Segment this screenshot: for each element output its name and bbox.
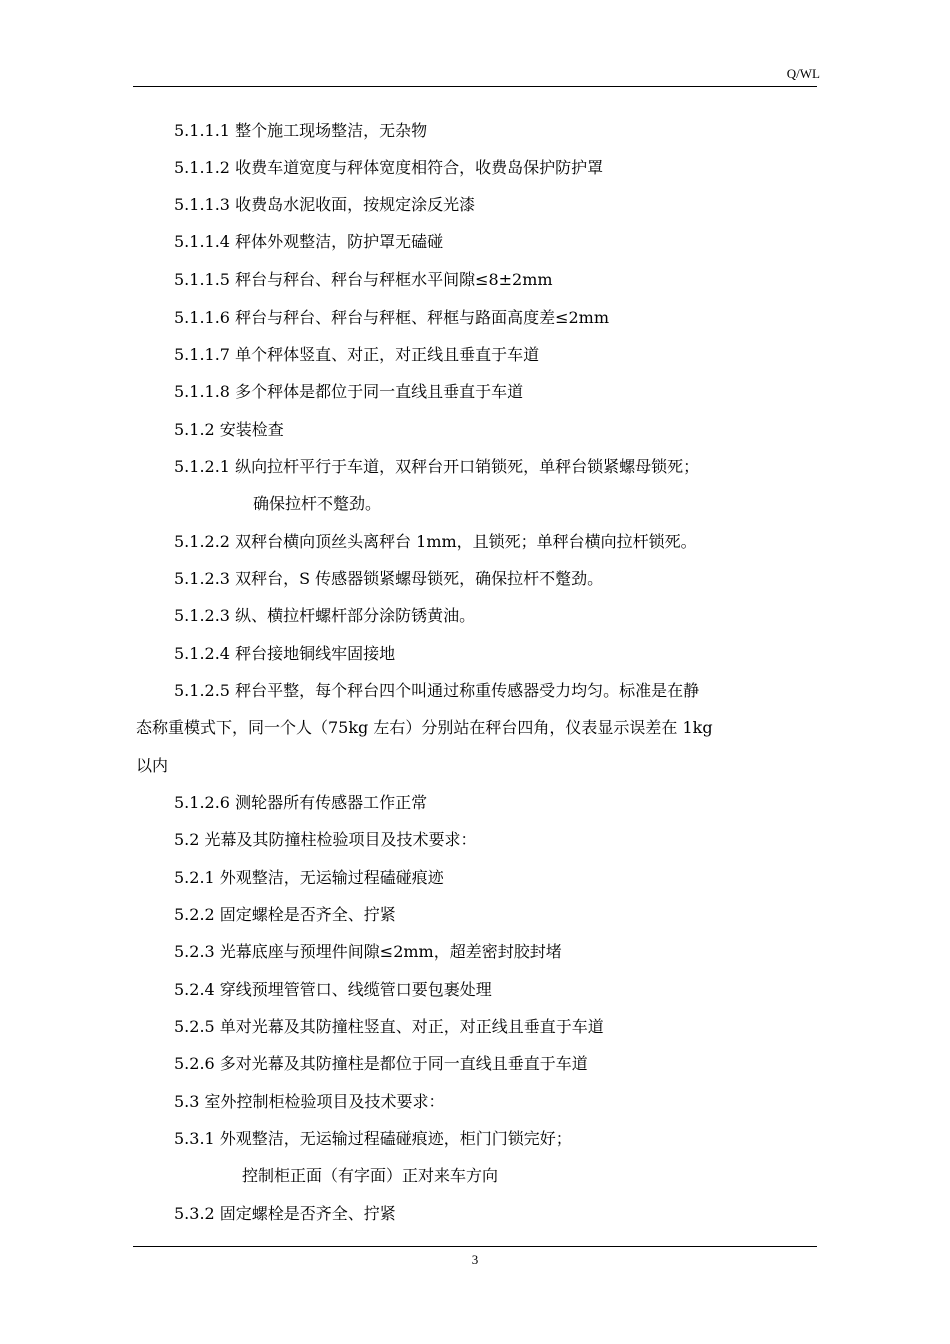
text-line: 5.2.3 光幕底座与预埋件间隙≤2mm，超差密封胶封堵 [174, 942, 562, 961]
section-heading: 5.1.2 安装检查 [174, 420, 284, 439]
text-line: 5.1.2.1 纵向拉杆平行于车道，双秤台开口销锁死，单秤台锁紧螺母锁死； [174, 457, 700, 476]
text-line: 5.2.6 多对光幕及其防撞柱是都位于同一直线且垂直于车道 [174, 1054, 588, 1073]
text-line: 5.2.1 外观整洁，无运输过程磕碰痕迹 [174, 868, 444, 887]
text-line: 5.1.2.5 秤台平整，每个秤台四个叫通过称重传感器受力均匀。标准是在静 [174, 681, 700, 700]
text-line: 5.1.1.5 秤台与秤台、秤台与秤框水平间隙≤8±2mm [174, 270, 553, 289]
text-line: 5.1.2.2 双秤台横向顶丝头离秤台 1mm，且锁死；单秤台横向拉杆锁死。 [174, 532, 697, 551]
text-line: 5.1.2.6 测轮器所有传感器工作正常 [174, 793, 428, 812]
header-rule [133, 86, 817, 87]
text-line: 5.2.5 单对光幕及其防撞柱竖直、对正，对正线且垂直于车道 [174, 1017, 604, 1036]
text-line: 5.2.4 穿线预埋管管口、线缆管口要包裹处理 [174, 980, 492, 999]
text-line: 5.1.1.2 收费车道宽度与秤体宽度相符合，收费岛保护防护罩 [174, 158, 604, 177]
text-line: 5.1.1.6 秤台与秤台、秤台与秤框、秤框与路面高度差≤2mm [174, 308, 609, 327]
document-code: Q/WL [786, 66, 820, 81]
text-line: 5.1.2.3 纵、横拉杆螺杆部分涂防锈黄油。 [174, 606, 476, 625]
text-line-continued: 控制柜正面（有字面）正对来车方向 [242, 1166, 499, 1185]
text-line: 5.1.1.7 单个秤体竖直、对正，对正线且垂直于车道 [174, 345, 540, 364]
text-line: 5.1.2.3 双秤台，S 传感器锁紧螺母锁死，确保拉杆不蹩劲。 [174, 569, 604, 588]
text-line-continued: 以内 [136, 756, 169, 775]
text-line-continued: 态称重模式下，同一个人（75kg 左右）分别站在秤台四角，仪表显示误差在 1kg [136, 718, 713, 737]
footer-rule [133, 1246, 817, 1247]
section-heading: 5.2 光幕及其防撞柱检验项目及技术要求： [174, 830, 477, 849]
text-line: 5.1.1.4 秤体外观整洁，防护罩无磕碰 [174, 232, 444, 251]
text-line: 5.2.2 固定螺栓是否齐全、拧紧 [174, 905, 396, 924]
text-line: 5.1.1.8 多个秤体是都位于同一直线且垂直于车道 [174, 382, 524, 401]
text-line: 5.1.2.4 秤台接地铜线牢固接地 [174, 644, 396, 663]
section-heading: 5.3 室外控制柜检验项目及技术要求： [174, 1092, 445, 1111]
text-line-continued: 确保拉杆不蹩劲。 [253, 494, 382, 513]
text-line: 5.1.1.3 收费岛水泥收面，按规定涂反光漆 [174, 195, 476, 214]
page-number: 3 [471, 1252, 479, 1267]
text-line: 5.3.2 固定螺栓是否齐全、拧紧 [174, 1204, 396, 1223]
text-line: 5.1.1.1 整个施工现场整洁，无杂物 [174, 121, 428, 140]
text-line: 5.3.1 外观整洁，无运输过程磕碰痕迹，柜门门锁完好； [174, 1129, 572, 1148]
